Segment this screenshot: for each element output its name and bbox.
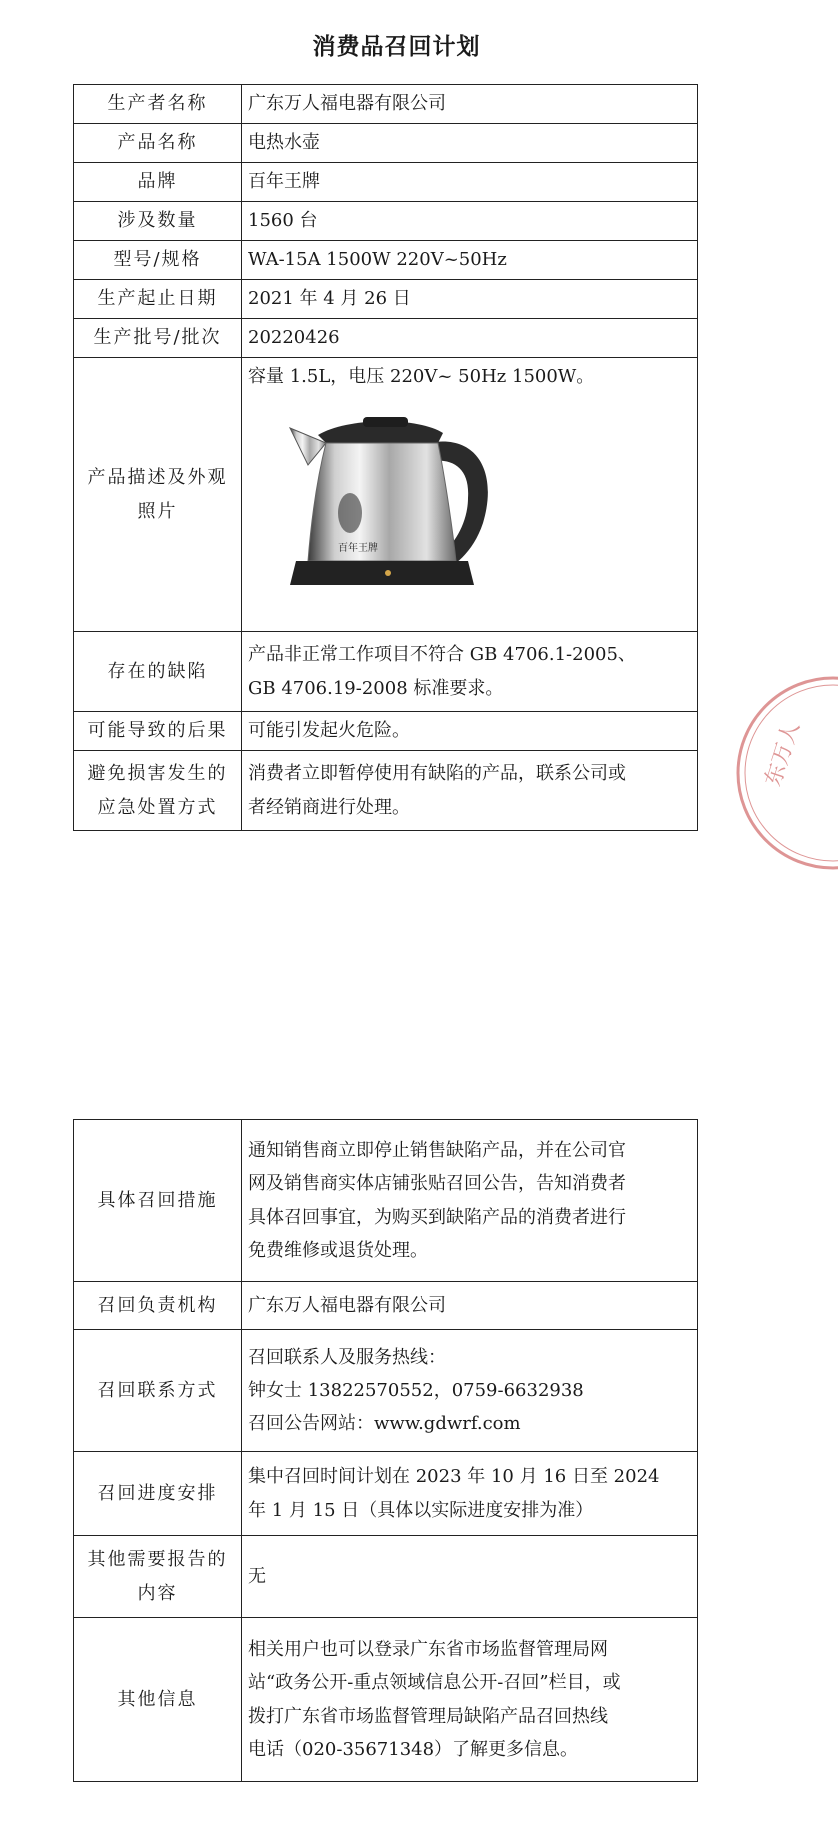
kettle-photo <box>278 403 508 593</box>
table-row-org <box>74 1282 698 1330</box>
label-line: 产品描述及外观 <box>87 467 228 489</box>
row-value: 广东万人福电器有限公司 <box>242 85 698 124</box>
company-seal <box>728 668 838 878</box>
row-value <box>242 1452 698 1536</box>
table-row <box>74 202 698 241</box>
row-value: 电热水壶 <box>242 124 698 163</box>
recall-info-table <box>73 84 698 831</box>
page-title: 消费品召回计划 <box>312 34 481 60</box>
row-label: 品牌 <box>74 163 242 202</box>
row-value <box>242 751 698 831</box>
row-label: 涉及数量 <box>74 202 242 241</box>
row-value <box>242 1330 698 1452</box>
table-row-consequence <box>74 712 698 751</box>
table-row <box>74 85 698 124</box>
schedule-line: 集中召回时间计划在 2023 年 10 月 16 日至 2024 <box>248 1466 660 1488</box>
defect-line: GB 4706.19-2008 标准要求。 <box>248 677 504 699</box>
row-value: 广东万人福电器有限公司 <box>242 1282 698 1330</box>
info-line: 站“政务公开-重点领域信息公开-召回”栏目，或 <box>248 1672 621 1694</box>
row-value <box>242 632 698 712</box>
row-value: 2021 年 4 月 26 日 <box>242 280 698 319</box>
row-label <box>74 751 242 831</box>
recall-measures-table <box>73 1119 698 1782</box>
emergency-line: 者经销商进行处理。 <box>248 796 410 818</box>
row-label: 召回进度安排 <box>74 1452 242 1536</box>
contact-website: 召回公告网站：www.gdwrf.com <box>248 1413 521 1435</box>
row-label: 生产批号/批次 <box>74 319 242 358</box>
label-line: 避免损害发生的 <box>87 763 228 785</box>
table-row-other-info <box>74 1618 698 1782</box>
table-row-photo <box>74 358 698 632</box>
label-line: 应急处置方式 <box>97 796 218 818</box>
row-label: 召回联系方式 <box>74 1330 242 1452</box>
row-value: 1560 台 <box>242 202 698 241</box>
label-line: 照片 <box>137 500 178 522</box>
row-value: 可能引发起火危险。 <box>242 712 698 751</box>
row-value <box>242 1120 698 1282</box>
table-row-contact <box>74 1330 698 1452</box>
row-label: 型号/规格 <box>74 241 242 280</box>
row-label: 生产者名称 <box>74 85 242 124</box>
row-value: 百年王牌 <box>242 163 698 202</box>
info-line: 相关用户也可以登录广东省市场监督管理局网 <box>248 1638 608 1660</box>
row-label: 具体召回措施 <box>74 1120 242 1282</box>
row-value <box>242 1618 698 1782</box>
row-label <box>74 358 242 632</box>
measures-line: 网及销售商实体店铺张贴召回公告，告知消费者 <box>248 1173 626 1195</box>
contact-phone: 钟女士 13822570552，0759-6632938 <box>248 1379 584 1401</box>
table-row <box>74 241 698 280</box>
label-line: 其他需要报告的 <box>87 1549 228 1571</box>
table-row-emergency <box>74 751 698 831</box>
measures-line: 免费维修或退货处理。 <box>248 1239 428 1261</box>
row-label: 可能导致的后果 <box>74 712 242 751</box>
table-row <box>74 319 698 358</box>
row-value: 无 <box>242 1536 698 1618</box>
table-row <box>74 163 698 202</box>
seal-text: 东万人 <box>760 718 805 790</box>
defect-line: 产品非正常工作项目不符合 GB 4706.1-2005、 <box>248 644 636 666</box>
measures-line: 具体召回事宜，为购买到缺陷产品的消费者进行 <box>248 1206 626 1228</box>
schedule-line: 年 1 月 15 日（具体以实际进度安排为准） <box>248 1499 594 1521</box>
row-label: 存在的缺陷 <box>74 632 242 712</box>
table-row-schedule <box>74 1452 698 1536</box>
table-row <box>74 280 698 319</box>
table-row-other-report <box>74 1536 698 1618</box>
row-label: 生产起止日期 <box>74 280 242 319</box>
table-row <box>74 124 698 163</box>
row-value <box>242 358 698 632</box>
row-value: 20220426 <box>242 319 698 358</box>
row-label <box>74 1536 242 1618</box>
emergency-line: 消费者立即暂停使用有缺陷的产品，联系公司或 <box>248 763 626 785</box>
info-line: 拨打广东省市场监督管理局缺陷产品召回热线 <box>248 1705 608 1727</box>
row-label: 其他信息 <box>74 1618 242 1782</box>
row-label: 产品名称 <box>74 124 242 163</box>
row-label: 召回负责机构 <box>74 1282 242 1330</box>
measures-line: 通知销售商立即停止销售缺陷产品，并在公司官 <box>248 1139 626 1161</box>
table-row-defect <box>74 632 698 712</box>
contact-line: 召回联系人及服务热线： <box>248 1346 446 1368</box>
info-line: 电话（020-35671348）了解更多信息。 <box>248 1738 579 1760</box>
table-row-measures <box>74 1120 698 1282</box>
row-value: WA-15A 1500W 220V~50Hz <box>242 241 698 280</box>
label-line: 内容 <box>137 1582 178 1604</box>
kettle-brand-text: 百年王牌 <box>338 543 378 555</box>
product-description: 容量 1.5L，电压 220V~ 50Hz 1500W。 <box>248 366 595 387</box>
